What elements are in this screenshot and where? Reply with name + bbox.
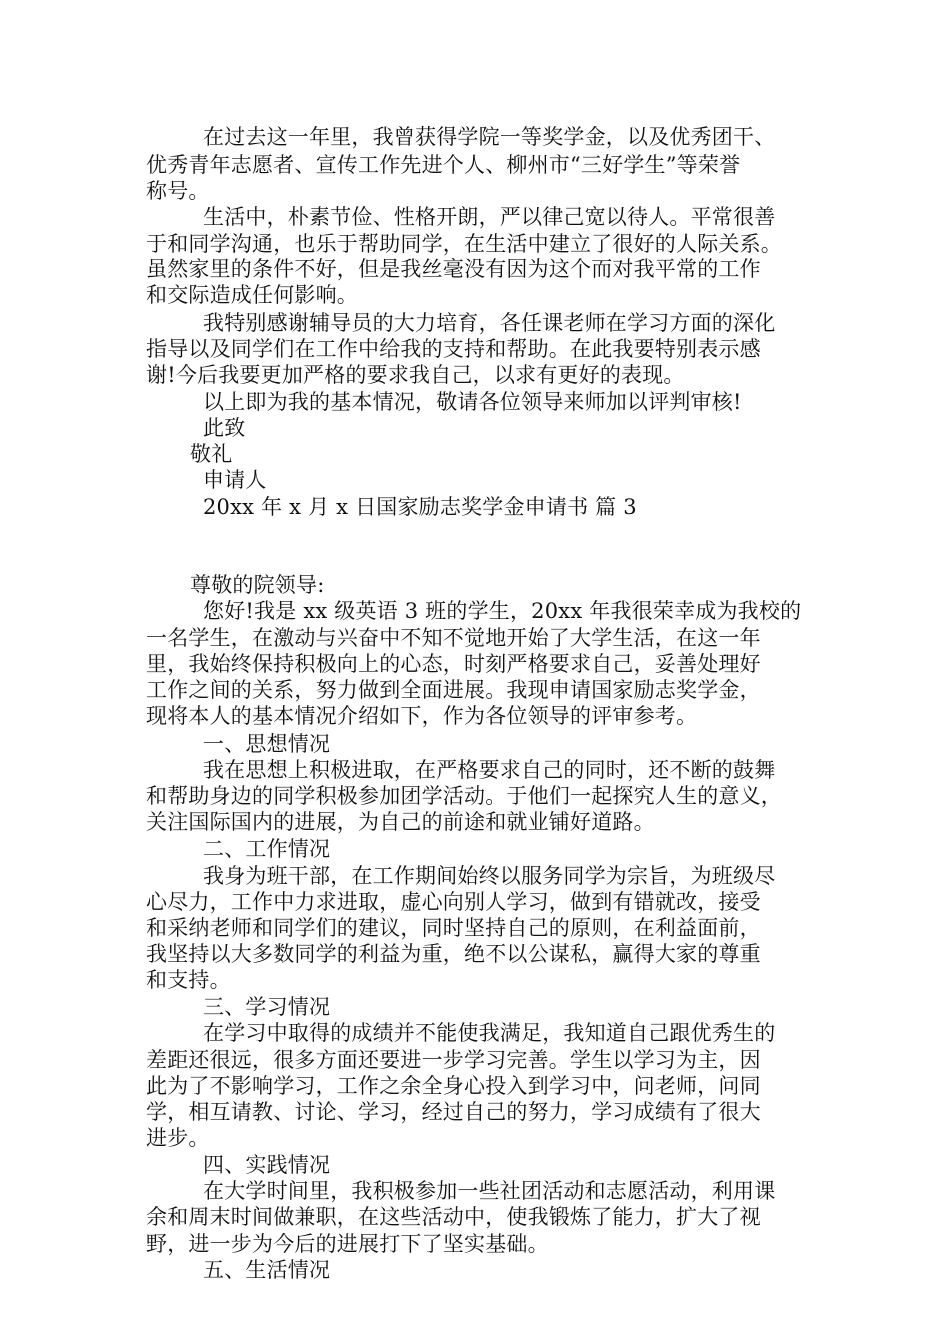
text-line: 生活中，朴素节俭、性格开朗，严以律己宽以待人。平常很善 bbox=[203, 205, 776, 229]
closing-line: 此致 bbox=[203, 416, 246, 440]
text-line: 以上即为我的基本情况，敬请各位领导来师加以评判审核! bbox=[203, 390, 742, 414]
text-line: 现将本人的基本情况介绍如下，作为各位领导的评审参考。 bbox=[146, 704, 698, 728]
text-line: 和交际造成任何影响。 bbox=[146, 283, 358, 307]
text-line: 工作之间的关系，努力做到全面进展。我现申请国家励志奖学金， bbox=[146, 678, 761, 702]
text-line: 在学习中取得的成绩并不能使我满足，我知道自己跟优秀生的 bbox=[203, 1021, 776, 1045]
text-line: 心尽力，工作中力求进取，虚心向别人学习，做到有错就改，接受 bbox=[146, 890, 761, 914]
text-line: 和帮助身边的同学积极参加团学活动。于他们一起探究人生的意义， bbox=[146, 784, 782, 808]
text-line: 在大学时间里，我积极参加一些社团活动和志愿活动，利用课 bbox=[203, 1179, 776, 1203]
text-line: 此为了不影响学习，工作之余全身心投入到学习中，问老师，问同 bbox=[146, 1074, 761, 1098]
text-line: 和采纳老师和同学们的建议，同时坚持自己的原则，在利益面前， bbox=[146, 916, 761, 940]
text-line: 谢!今后我要更加严格的要求我自己，以求有更好的表现。 bbox=[146, 363, 685, 387]
text-line: 野，进一步为今后的进展打下了坚实基础。 bbox=[146, 1232, 549, 1256]
signature-line: 申请人 bbox=[203, 468, 267, 492]
text-line: 一名学生，在激动与兴奋中不知不觉地开始了大学生活，在这一年 bbox=[146, 626, 761, 650]
section-heading: 五、生活情况 bbox=[203, 1258, 331, 1282]
section-heading: 20xx 年 x 月 x 日国家励志奖学金申请书 篇 3 bbox=[203, 495, 637, 519]
text-line: 关注国际国内的进展，为自己的前途和就业铺好道路。 bbox=[146, 810, 655, 834]
text-line: 我特别感谢辅导员的大力培育，各任课老师在学习方面的深化 bbox=[203, 311, 776, 335]
section-heading: 一、思想情况 bbox=[203, 732, 331, 756]
text-line: 我身为班干部，在工作期间始终以服务同学为宗旨，为班级尽 bbox=[203, 864, 776, 888]
text-line: 优秀青年志愿者、宣传工作先进个人、柳州市“三好学生”等荣誉 bbox=[146, 153, 741, 177]
greeting-line: 尊敬的院领导: bbox=[190, 573, 325, 597]
section-heading: 二、工作情况 bbox=[203, 837, 331, 861]
section-heading: 四、实践情况 bbox=[203, 1153, 331, 1177]
text-line: 指导以及同学们在工作中给我的支持和帮助。在此我要特别表示感 bbox=[146, 337, 761, 361]
text-line: 和支持。 bbox=[146, 968, 231, 992]
text-line: 我坚持以大多数同学的利益为重，绝不以公谋私，赢得大家的尊重 bbox=[146, 942, 761, 966]
text-line: 余和周末时间做兼职，在这些活动中，使我锻炼了能力，扩大了视 bbox=[146, 1205, 761, 1229]
closing-line: 敬礼 bbox=[190, 442, 233, 466]
text-line: 里，我始终保持积极向上的心态，时刻严格要求自己，妥善处理好 bbox=[146, 652, 761, 676]
text-line: 进步。 bbox=[146, 1126, 210, 1150]
text-line: 虽然家里的条件不好，但是我丝毫没有因为这个而对我平常的工作 bbox=[146, 257, 761, 281]
text-line: 称号。 bbox=[146, 179, 210, 203]
text-line: 您好!我是 xx 级英语 3 班的学生，20xx 年我很荣幸成为我校的 bbox=[203, 599, 802, 623]
text-line: 我在思想上积极进取，在严格要求自己的同时，还不断的鼓舞 bbox=[203, 758, 776, 782]
text-line: 差距还很远，很多方面还要进一步学习完善。学生以学习为主，因 bbox=[146, 1048, 761, 1072]
text-line: 学，相互请教、讨论、学习，经过自己的努力，学习成绩有了很大 bbox=[146, 1100, 761, 1124]
text-line: 在过去这一年里，我曾获得学院一等奖学金，以及优秀团干、 bbox=[203, 125, 776, 149]
section-heading: 三、学习情况 bbox=[203, 995, 331, 1019]
text-line: 于和同学沟通，也乐于帮助同学，在生活中建立了很好的人际关系。 bbox=[146, 232, 782, 256]
